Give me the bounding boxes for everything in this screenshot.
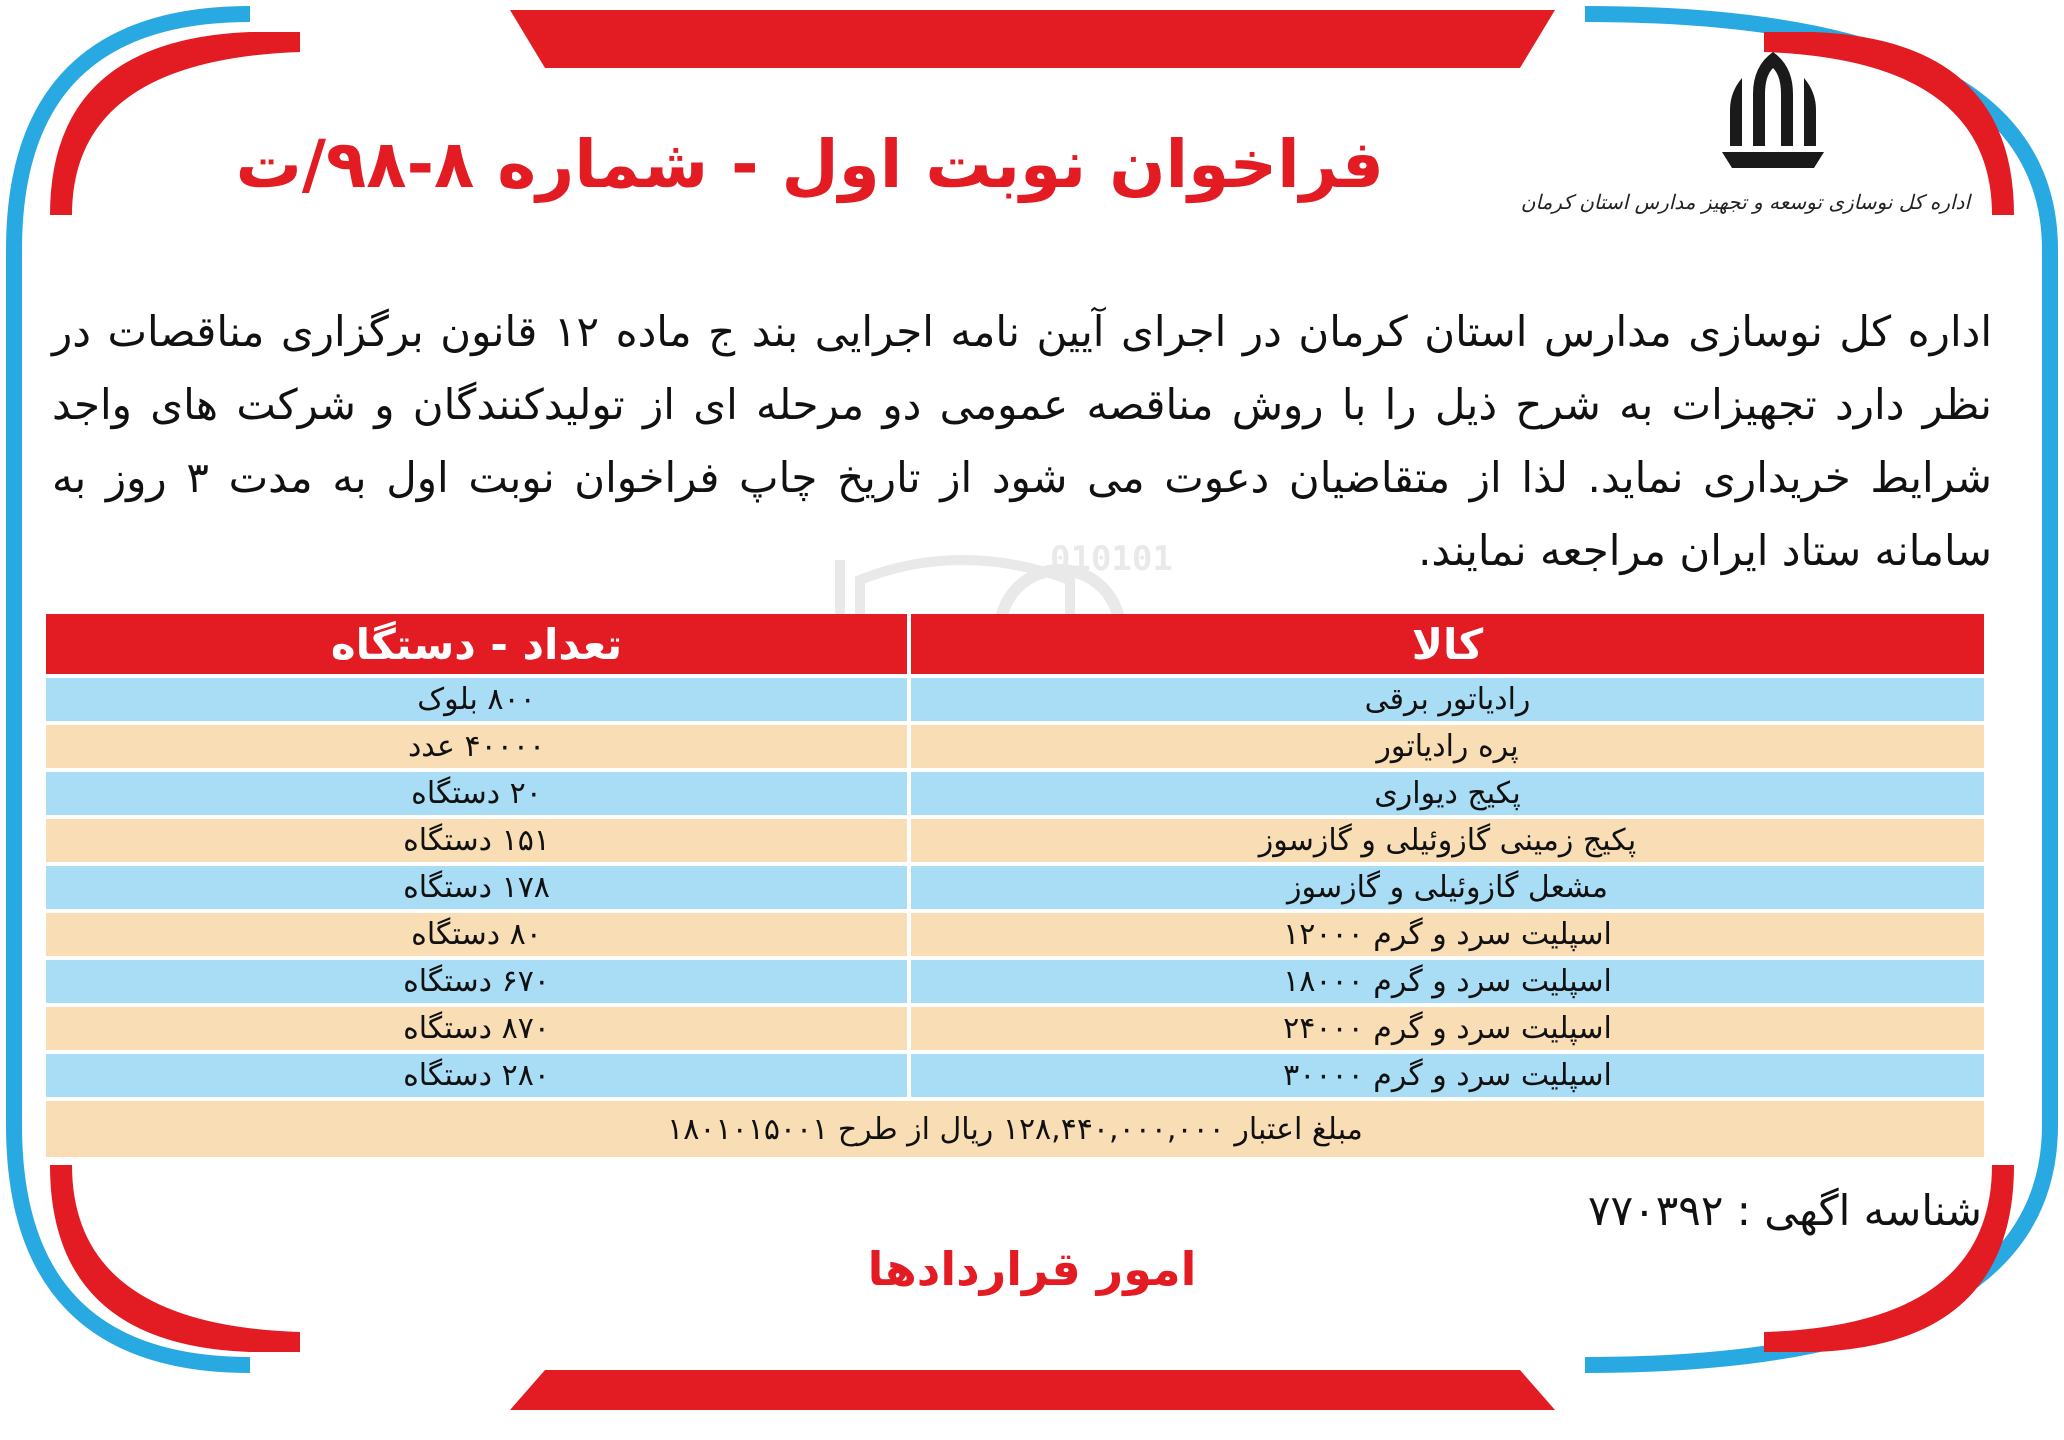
frame-red-bottom-tab: [510, 1370, 1555, 1410]
budget-row: [46, 1099, 1984, 1157]
table-row: [46, 676, 1984, 723]
item-cell: پکیج دیواری: [909, 770, 1984, 817]
item-cell: اسپلیت سرد و گرم ۳۰۰۰۰: [909, 1052, 1984, 1099]
item-cell: اسپلیت سرد و گرم ۱۸۰۰۰: [909, 958, 1984, 1005]
watermark-binary: 010101: [1050, 540, 1173, 579]
quantity-cell: ۸۰۰ بلوک: [46, 676, 909, 723]
item-cell: اسپلیت سرد و گرم ۲۴۰۰۰: [909, 1005, 1984, 1052]
page-title: فراخوان نوبت اول - شماره ۸-۹۸/ت: [235, 126, 1384, 203]
quantity-cell: ۸۰ دستگاه: [46, 911, 909, 958]
item-cell: پکیج زمینی گازوئیلی و گازسوز: [909, 817, 1984, 864]
quantity-cell: ۲۰ دستگاه: [46, 770, 909, 817]
budget-cell: مبلغ اعتبار ۱۲۸,۴۴۰,۰۰۰,۰۰۰ ریال از طرح ۱۸۰۱۰۱۵۰۰۱: [46, 1099, 1984, 1157]
table-header-row: [46, 614, 1984, 676]
table-row: [46, 723, 1984, 770]
items-table: [46, 614, 1984, 1157]
table-row: [46, 958, 1984, 1005]
signature-department: امور قراردادها: [867, 1242, 1197, 1296]
frame-red-top-tab: [510, 10, 1555, 68]
quantity-cell: ۸۷۰ دستگاه: [46, 1005, 909, 1052]
quantity-cell: ۱۵۱ دستگاه: [46, 817, 909, 864]
item-cell: پره رادیاتور: [909, 723, 1984, 770]
quantity-cell: ۲۸۰ دستگاه: [46, 1052, 909, 1099]
ad-identifier: شناسه اگهی : ۷۷۰۳۹۲: [1588, 1186, 1982, 1235]
table-row: [46, 864, 1984, 911]
table-row: [46, 817, 1984, 864]
table-row: [46, 911, 1984, 958]
quantity-cell: ۴۰۰۰۰ عدد: [46, 723, 909, 770]
logo-caption: اداره کل نوسازی توسعه و تجهیز مدارس استان کرمان: [1520, 190, 1970, 214]
organization-logo: [1520, 42, 1970, 242]
item-cell: رادیاتور برقی: [909, 676, 1984, 723]
column-header-item: کالا: [909, 614, 1984, 676]
item-cell: مشعل گازوئیلی و گازسوز: [909, 864, 1984, 911]
table-row: [46, 1052, 1984, 1099]
school-emblem-icon: [1718, 48, 1828, 172]
item-cell: اسپلیت سرد و گرم ۱۲۰۰۰: [909, 911, 1984, 958]
column-header-quantity: تعداد - دستگاه: [46, 614, 909, 676]
table-row: [46, 1005, 1984, 1052]
quantity-cell: ۱۷۸ دستگاه: [46, 864, 909, 911]
announcement-paragraph: اداره کل نوسازی مدارس استان کرمان در اجرای آیین نامه اجرایی بند ج ماده ۱۲ قانون برگزاری مناقصات در نظر دارد تجهیزات به شرح ذیل را با روش مناقصه عمومی دو مرحله ای از تولیدکنندگان و شرکت های واجد شرایط خریداری نماید. لذا از متقاضیان دعوت می شود از تاریخ چاپ فراخوان نوبت اول به مدت ۳ روز به سامانه ستاد ایران مراجعه نمایند.: [52, 307, 1992, 575]
quantity-cell: ۶۷۰ دستگاه: [46, 958, 909, 1005]
table-row: [46, 770, 1984, 817]
